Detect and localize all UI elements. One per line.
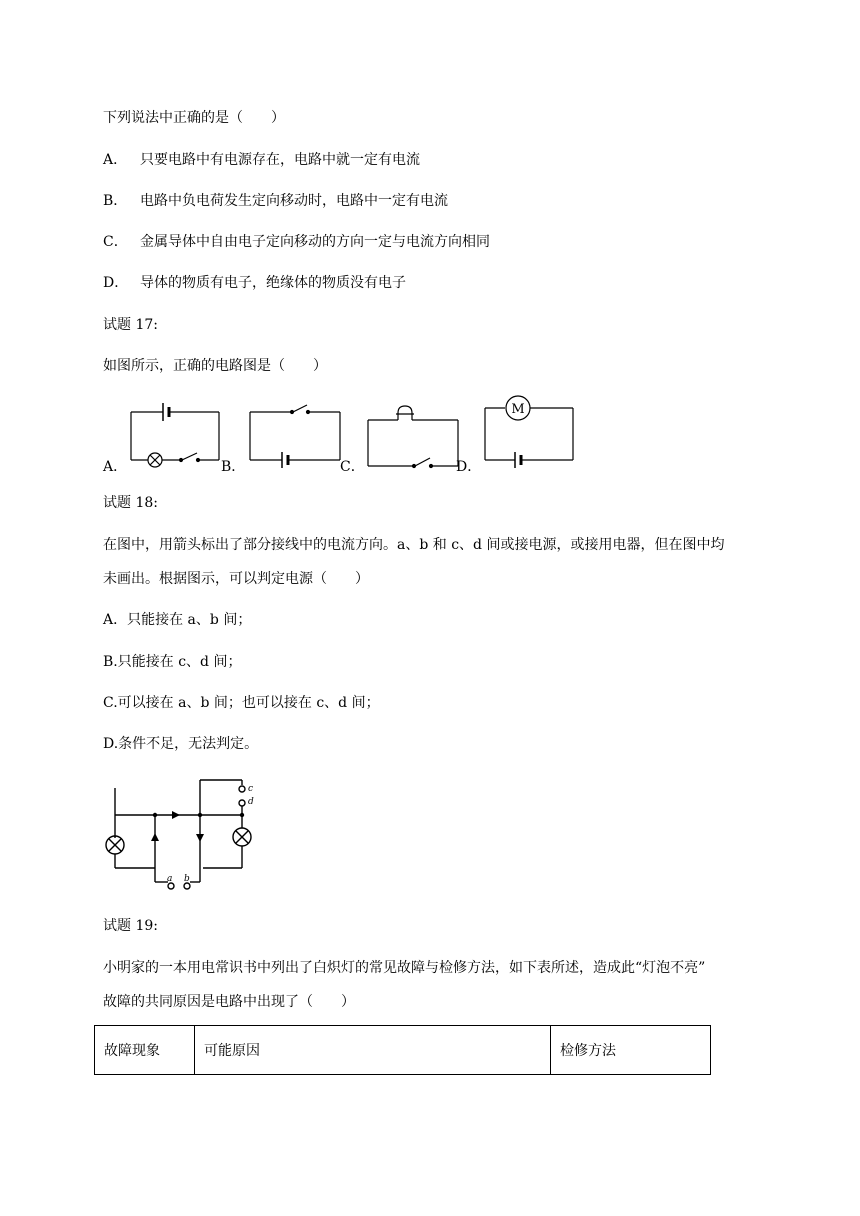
option-text: 金属导体中自由电子定向移动的方向一定与电流方向相同 — [140, 234, 490, 250]
header-fault-phenomenon: 故障现象 — [95, 1026, 195, 1075]
option-letter: C． — [103, 234, 128, 250]
terminal-label-b: b — [184, 874, 190, 884]
question-19-stem-line1: 小明家的一本用电常识书中列出了白炽灯的常见故障与检修方法，如下表所述，造成此“灯泡不亮” — [103, 960, 706, 976]
circuit-label-a: A． — [103, 459, 128, 475]
circuit-diagram-b — [246, 392, 346, 472]
option-text: 电路中负电荷发生定向移动时，电路中一定有电流 — [140, 193, 448, 209]
question-17-stem: 如图所示，正确的电路图是（ ） — [103, 358, 327, 374]
header-possible-cause: 可能原因 — [195, 1026, 551, 1075]
option-letter: A． — [103, 152, 128, 168]
q18-option-c: C.可以接在 a、b 间；也可以接在 c、d 间； — [103, 695, 380, 711]
terminal-label-d: d — [248, 797, 254, 807]
question-18-stem-line1: 在图中，用箭头标出了部分接线中的电流方向。a、b 和 c、d 间或接电源，或接用电器，但在图中均 — [103, 537, 725, 553]
current-direction-circuit-diagram — [100, 770, 280, 895]
circuit-label-c: C． — [340, 459, 365, 475]
option-letter: D． — [103, 275, 129, 291]
q16-option-d — [103, 273, 406, 293]
header-repair-method: 检修方法 — [551, 1026, 711, 1075]
motor-symbol: M — [511, 402, 525, 417]
q18-option-d: D.条件不足，无法判定。 — [103, 736, 259, 752]
question-18-heading: 试题 18: — [103, 495, 158, 511]
fault-table — [94, 1025, 711, 1075]
option-text: 只要电路中有电源存在，电路中就一定有电流 — [140, 152, 420, 168]
terminal-label-c: c — [248, 784, 254, 794]
q16-option-c — [103, 232, 490, 252]
terminal-label-a: a — [167, 874, 173, 884]
circuit-label-d: D． — [456, 459, 482, 475]
circuit-diagram-a — [125, 392, 225, 472]
question-17-heading: 试题 17: — [103, 317, 158, 333]
question-19-heading: 试题 19: — [103, 918, 158, 934]
question-18-stem-line2: 未画出。根据图示，可以判定电源（ ） — [103, 571, 369, 587]
q16-option-a — [103, 150, 420, 170]
table-header-row — [95, 1026, 711, 1075]
question-16-stem: 下列说法中正确的是（ ） — [103, 110, 285, 126]
circuit-label-b: B． — [221, 459, 246, 475]
circuit-diagram-d — [481, 394, 581, 474]
option-letter: B． — [103, 193, 128, 209]
circuit-diagram-c — [364, 400, 464, 475]
question-19-stem-line2: 故障的共同原因是电路中出现了（ ） — [103, 994, 355, 1010]
q18-option-a: A．只能接在 a、b 间； — [103, 612, 252, 628]
option-text: 导体的物质有电子，绝缘体的物质没有电子 — [140, 275, 406, 291]
q18-option-b: B.只能接在 c、d 间； — [103, 654, 242, 670]
q16-option-b — [103, 191, 448, 211]
